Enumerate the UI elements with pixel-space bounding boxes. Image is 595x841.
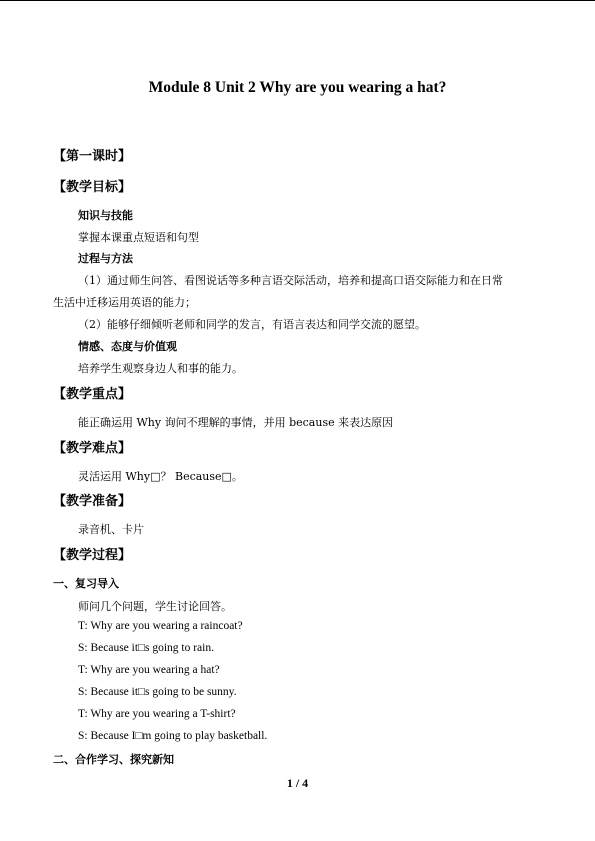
attitude-heading: 情感、态度与价值观 [78,340,177,353]
knowledge-text: 掌握本课重点短语和句型 [78,231,199,244]
process-item-1-line-1: （1）通过师生问答、看图说话等多种言语交际活动，培养和提高口语交际能力和在日常 [78,274,503,287]
dialogue-line: S: Because it□s going to be sunny. [78,686,237,698]
page-title: Module 8 Unit 2 Why are you wearing a hat? [148,79,447,96]
step-1-heading: 一、复习导入 [53,577,119,590]
goals-heading: 【教学目标】 [53,180,132,195]
knowledge-heading: 知识与技能 [78,209,133,222]
page-number: 1 / 4 [286,776,309,790]
preparation-text: 录音机、卡片 [78,523,144,536]
difficulties-heading: 【教学难点】 [53,441,132,456]
dialogue-line: T: Why are you wearing a T-shirt? [78,708,236,720]
difficulties-text: 灵活运用 Why□？ Because□。 [78,470,243,483]
lesson-heading: 【第一课时】 [53,149,132,164]
header-rule [0,0,595,1]
key-points-heading: 【教学重点】 [53,387,132,402]
process-item-1-line-2: 生活中迁移运用英语的能力； [53,296,196,309]
process-method-heading: 过程与方法 [78,252,133,265]
process-item-2: （2）能够仔细倾听老师和同学的发言，有语言表达和同学交流的愿望。 [78,318,426,331]
key-points-text: 能正确运用 Why 询问不理解的事情，并用 because 来表达原因 [78,416,394,429]
dialogue-line: T: Why are you wearing a hat? [78,664,220,676]
dialogue-line: S: Because it□s going to rain. [78,642,214,654]
preparation-heading: 【教学准备】 [53,494,132,509]
step-1-intro: 师问几个问题，学生讨论回答。 [78,600,232,613]
dialogue-line: T: Why are you wearing a raincoat? [78,620,243,632]
process-heading: 【教学过程】 [53,548,132,563]
attitude-text: 培养学生观察身边人和事的能力。 [78,362,243,375]
step-2-heading: 二、合作学习、探究新知 [53,753,174,766]
dialogue-line: S: Because I□m going to play basketball. [78,730,268,742]
